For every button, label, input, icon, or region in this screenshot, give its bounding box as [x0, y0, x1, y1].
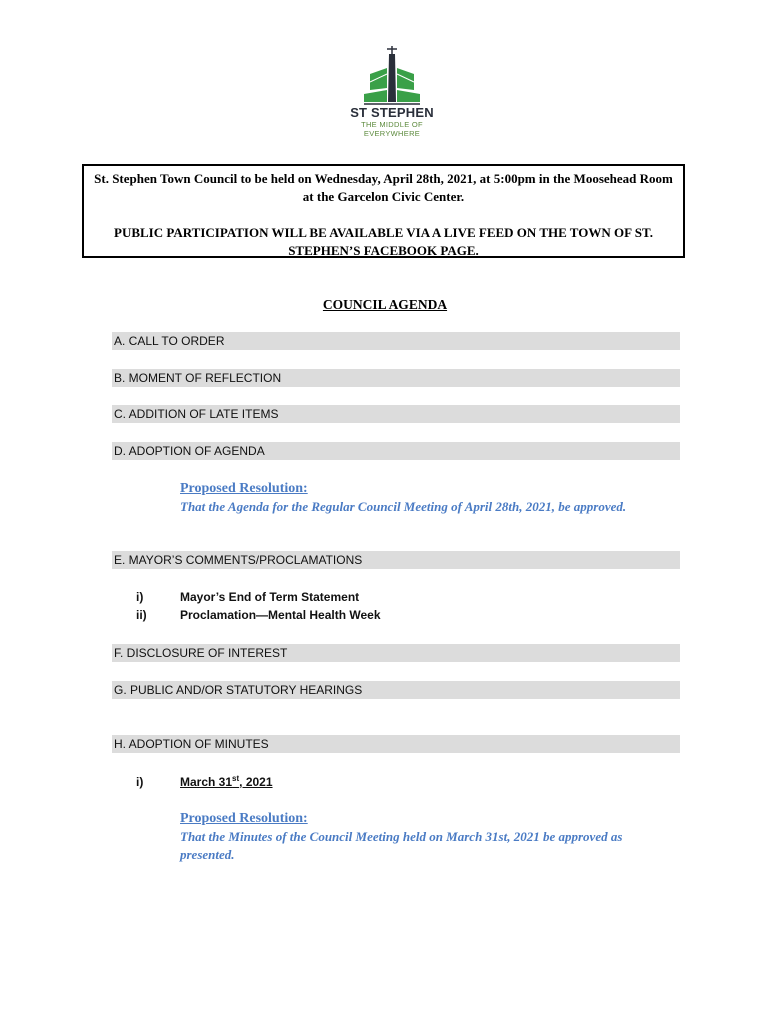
- meeting-notice-box: [82, 164, 685, 258]
- section-adoption-of-minutes: [112, 735, 680, 753]
- mayor-item-number: i): [136, 590, 144, 604]
- section-disclosure-of-interest: [112, 644, 680, 662]
- mayor-item-text: Mayor’s End of Term Statement: [180, 590, 360, 604]
- section-label: E. MAYOR’S COMMENTS/PROCLAMATIONS: [114, 553, 363, 567]
- resolution-heading: Proposed Resolution:: [180, 481, 308, 496]
- resolution-heading: Proposed Resolution:: [180, 811, 308, 826]
- resolution-text: That the Minutes of the Council Meeting held on March 31st, 2021 be approved as presented.: [180, 829, 623, 862]
- minutes-resolution: [180, 810, 680, 864]
- agenda-title: COUNCIL AGENDA: [322, 297, 448, 312]
- meeting-notice-facebook: PUBLIC PARTICIPATION WILL BE AVAILABLE VIA A LIVE FEED ON THE TOWN OF ST. STEPHEN’S FACEBOOK PAGE.: [114, 225, 653, 258]
- mayor-item-text: Proclamation—Mental Health Week: [180, 608, 381, 622]
- section-label: G. PUBLIC AND/OR STATUTORY HEARINGS: [114, 683, 363, 697]
- town-logo: [336, 44, 448, 138]
- minutes-date-text: March 31: [180, 775, 233, 789]
- section-label: C. ADDITION OF LATE ITEMS: [114, 407, 279, 421]
- section-adoption-of-agenda: [112, 442, 680, 460]
- minutes-year-text: , 2021: [239, 775, 273, 789]
- section-moment-of-reflection: [112, 369, 680, 387]
- minutes-item-text: [180, 773, 273, 791]
- section-late-items: [112, 405, 680, 423]
- section-label: D. ADOPTION OF AGENDA: [114, 444, 265, 458]
- resolution-text: That the Agenda for the Regular Council Meeting of April 28th, 2021, be approved.: [180, 499, 627, 514]
- section-call-to-order: [112, 332, 680, 350]
- mayor-item-number: ii): [136, 608, 147, 622]
- section-label: F. DISCLOSURE OF INTEREST: [114, 646, 288, 660]
- logo-name: ST STEPHEN: [350, 105, 434, 120]
- meeting-notice-details: St. Stephen Town Council to be held on Wednesday, April 28th, 2021, at 5:00pm in the Moosehead Room at the Garcelon Civic Center.: [94, 171, 673, 204]
- town-logo-icon: [336, 44, 448, 106]
- agenda-resolution: [180, 480, 680, 516]
- minutes-date-suffix: st: [232, 774, 240, 783]
- section-label: B. MOMENT OF REFLECTION: [114, 371, 282, 385]
- logo-tagline: THE MIDDLE OF EVERYWHERE: [361, 120, 423, 138]
- section-public-hearings: [112, 681, 680, 699]
- section-label: H. ADOPTION OF MINUTES: [114, 737, 269, 751]
- section-mayors-comments: [112, 551, 680, 569]
- section-label: A. CALL TO ORDER: [114, 334, 225, 348]
- minutes-item-number: i): [136, 775, 144, 789]
